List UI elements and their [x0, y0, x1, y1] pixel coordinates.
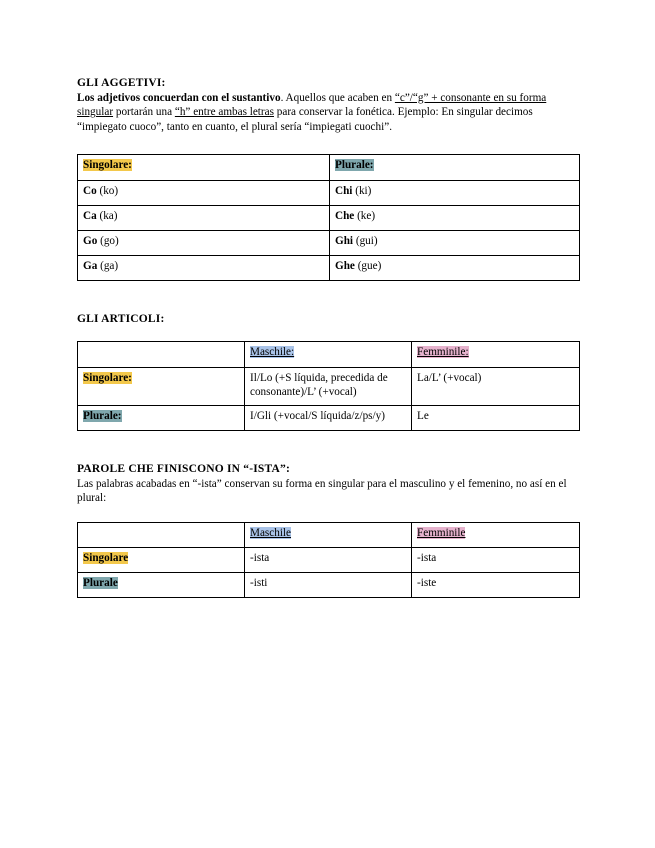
row-label-plurale: Plurale: [78, 405, 245, 430]
fem-plural-cell: -iste [412, 572, 580, 597]
table-row [78, 572, 580, 597]
row-label-plurale: Plurale [78, 572, 245, 597]
singular-cell: Co (ko) [78, 181, 330, 206]
text-1: . Aquellos que acaben en [280, 91, 395, 104]
adjectives-table [77, 154, 580, 281]
header-maschile: Maschile [245, 522, 412, 547]
fem-singular-cell: La/L’ (+vocal) [412, 367, 580, 405]
text-2: portarán una [113, 106, 175, 119]
underlined-1: “c”/“g” + consonante en su forma singular [77, 91, 547, 119]
section-ista-paragraph: Las palabras acabadas en “-ista” conservan su forma en singular para el masculino y el femenino, no así en el plural: [77, 477, 567, 505]
plural-cell: Chi (ki) [330, 181, 580, 206]
masc-plural-cell: -isti [245, 572, 412, 597]
fem-plural-cell: Le [412, 405, 580, 430]
text-3: para conservar la fonética. Ejemplo: En singular decimos “impiegato cuoco”, tanto en cuanto, el plural sería “impiegati cuochi”. [77, 106, 533, 133]
header-plurale: Plurale: [330, 155, 580, 181]
singular-cell: Ga (ga) [78, 256, 330, 281]
masc-singular-cell: -ista [245, 547, 412, 572]
section-adjectives-heading: GLI AGGETIVI: [77, 77, 166, 89]
empty-header-cell [78, 522, 245, 547]
table-row [78, 181, 580, 206]
header-singolare: Singolare: [78, 155, 330, 181]
row-label-singolare: Singolare: [78, 367, 245, 405]
masc-plural-cell: I/Gli (+vocal/S líquida/z/ps/y) [245, 405, 412, 430]
plural-cell: Ghi (gui) [330, 231, 580, 256]
singular-cell: Go (go) [78, 231, 330, 256]
table-row [78, 206, 580, 231]
table-row [78, 367, 580, 405]
empty-header-cell [78, 341, 245, 367]
table-row [78, 405, 580, 430]
table-row [78, 256, 580, 281]
articles-table [77, 341, 580, 431]
plural-cell: Ghe (gue) [330, 256, 580, 281]
bold-intro: Los adjetivos concuerdan con el sustantivo [77, 91, 281, 104]
header-femminile: Femminile: [412, 341, 580, 367]
table-row [78, 231, 580, 256]
header-maschile: Maschile: [245, 341, 412, 367]
section-adjectives-paragraph [77, 91, 579, 135]
underlined-2: “h” entre ambas letras [174, 106, 274, 119]
masc-singular-cell: Il/Lo (+S líquida, precedida de consonante)/L’ (+vocal) [245, 367, 412, 405]
singular-cell: Ca (ka) [78, 206, 330, 231]
table-row [78, 547, 580, 572]
ista-table [77, 522, 580, 598]
fem-singular-cell: -ista [412, 547, 580, 572]
section-ista-heading: PAROLE CHE FINISCONO IN “-ISTA”: [77, 462, 290, 475]
plural-cell: Che (ke) [330, 206, 580, 231]
row-label-singolare: Singolare [78, 547, 245, 572]
document-page [77, 76, 579, 598]
header-femminile: Femminile [412, 522, 580, 547]
section-articles-heading: GLI ARTICOLI: [77, 313, 165, 326]
